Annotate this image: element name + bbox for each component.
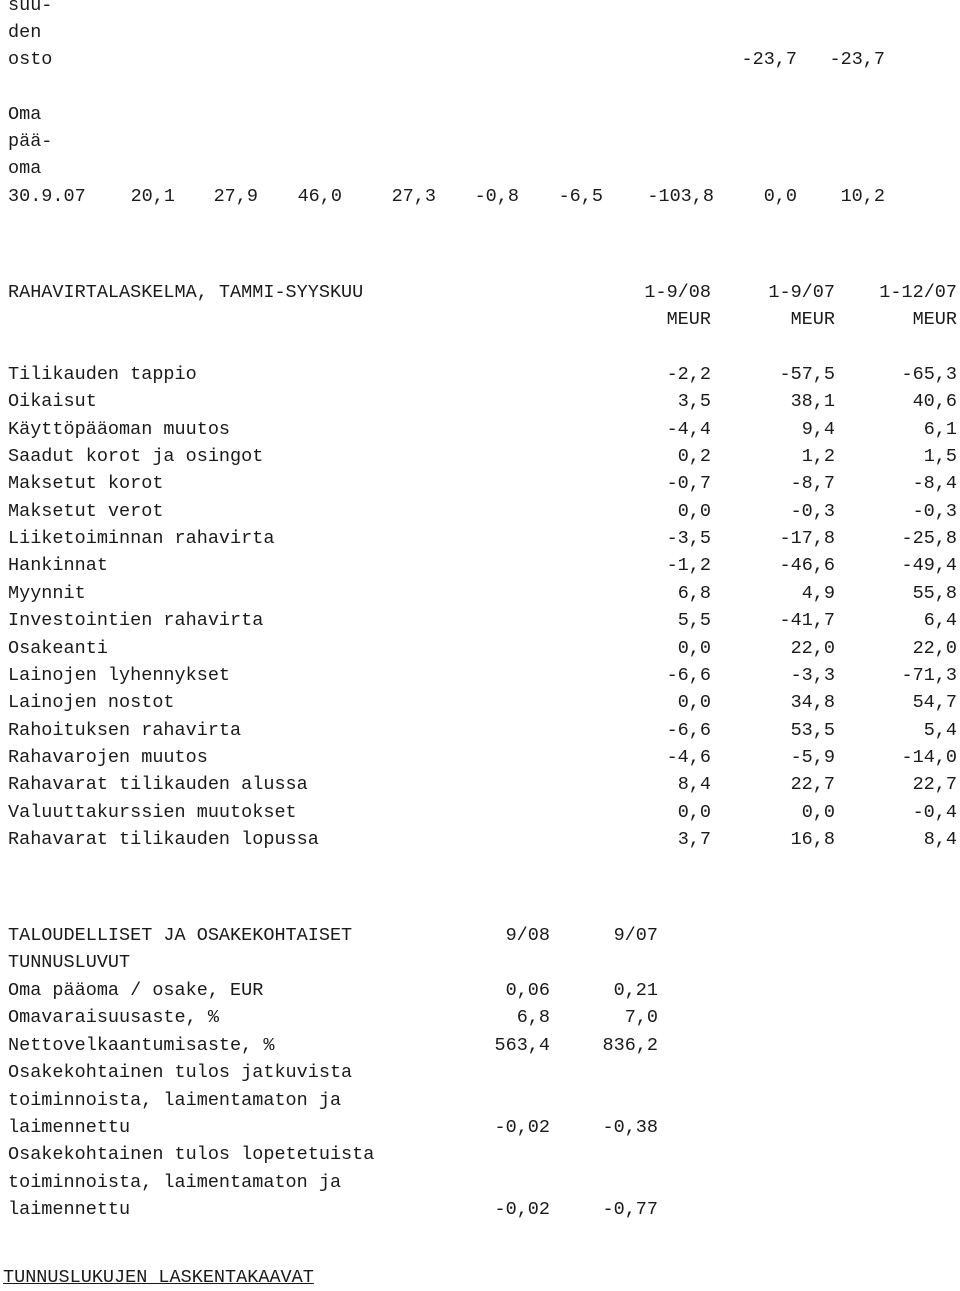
cashflow-row-label: Myynnit (8, 582, 86, 604)
footer-heading: TUNNUSLUKUJEN LASKENTAKAAVAT (3, 1267, 314, 1288)
cashflow-value: 0,0 (801, 801, 835, 823)
kpi-period-header: 9/08 (505, 925, 550, 946)
cashflow-value: -3,5 (666, 528, 711, 550)
kpi-row-label: laimennettu (8, 1199, 131, 1221)
cashflow-value: 3,5 (677, 391, 711, 413)
kpi-period-header: 9/07 (613, 925, 658, 946)
equity-value: 27,9 (213, 186, 258, 207)
kpi-row-label: Omavaraisuusaste, % (8, 1007, 219, 1029)
cashflow-value: -57,5 (779, 364, 835, 385)
kpi-row-label: toiminnoista, laimentamaton ja (8, 1171, 342, 1193)
cashflow-value: -25,8 (901, 528, 957, 550)
cashflow-value: -0,3 (790, 500, 835, 522)
equity-value: -6,5 (558, 186, 603, 207)
cashflow-value: -1,2 (666, 555, 711, 577)
equity-value: 20,1 (130, 186, 175, 207)
cashflow-value: -6,6 (666, 664, 711, 686)
cashflow-value: -3,3 (790, 664, 835, 686)
cashflow-row-label: Rahoituksen rahavirta (8, 719, 242, 741)
kpi-row-label: toiminnoista, laimentamaton ja (8, 1089, 342, 1111)
cashflow-value: 8,4 (677, 774, 711, 796)
kpi-value: 0,06 (505, 980, 550, 1001)
cashflow-row-label: Liiketoiminnan rahavirta (8, 528, 275, 550)
kpi-value: 6,8 (516, 1007, 550, 1029)
kpi-row-label: laimennettu (8, 1117, 131, 1138)
cashflow-row-label: Maksetut verot (8, 500, 164, 522)
cashflow-value: 4,9 (801, 582, 835, 604)
cashflow-value: -8,4 (912, 473, 957, 495)
cashflow-value: 0,0 (677, 500, 711, 522)
cashflow-row-label: Tilikauden tappio (8, 364, 197, 385)
cashflow-value: 54,7 (912, 692, 957, 714)
equity-value: 10,2 (840, 186, 885, 207)
kpi-value: -0,77 (602, 1199, 658, 1221)
cashflow-value: 34,8 (790, 692, 835, 714)
kpi-row-label: Osakekohtainen tulos jatkuvista (8, 1062, 353, 1084)
cashflow-value: -71,3 (901, 664, 957, 686)
kpi-title: TALOUDELLISET JA OSAKEKOHTAISET (8, 925, 353, 946)
cashflow-value: 22,0 (790, 637, 835, 659)
period-header: 1-9/08 (644, 282, 711, 303)
equity-value: -23,7 (829, 49, 885, 70)
unit-header: MEUR (666, 309, 711, 330)
cashflow-row-label: Rahavarojen muutos (8, 746, 208, 768)
cashflow-value: -65,3 (901, 364, 957, 385)
cashflow-value: 53,5 (790, 719, 835, 741)
equity-row-label: Oma (8, 104, 42, 125)
cashflow-value: -14,0 (901, 746, 957, 768)
cashflow-value: 1,5 (923, 446, 957, 468)
cashflow-row-label: Lainojen nostot (8, 692, 175, 714)
equity-row-label: 30.9.07 (8, 186, 86, 207)
period-header: 1-9/07 (768, 282, 835, 303)
equity-row-label: oma (8, 158, 42, 179)
equity-row-label: osto (8, 49, 53, 70)
cashflow-value: 0,0 (677, 801, 711, 823)
kpi-title: TUNNUSLUVUT (8, 952, 131, 973)
cashflow-value: 5,4 (923, 719, 957, 741)
cashflow-row-label: Rahavarat tilikauden lopussa (8, 828, 319, 850)
cashflow-value: 6,1 (923, 418, 957, 440)
cashflow-value: 5,5 (677, 610, 711, 632)
period-header: 1-12/07 (879, 282, 957, 303)
cashflow-row-label: Maksetut korot (8, 473, 164, 495)
cashflow-value: 6,4 (923, 610, 957, 632)
cashflow-value: 6,8 (677, 582, 711, 604)
cashflow-title: RAHAVIRTALASKELMA, TAMMI-SYYSKUU (8, 282, 364, 303)
kpi-row-label: Osakekohtainen tulos lopetetuista (8, 1144, 375, 1166)
equity-value: -23,7 (741, 49, 797, 70)
cashflow-value: 0,0 (677, 637, 711, 659)
cashflow-row-label: Hankinnat (8, 555, 108, 577)
kpi-value: 0,21 (613, 980, 658, 1001)
equity-row-label: den (8, 22, 42, 43)
cashflow-value: -4,6 (666, 746, 711, 768)
kpi-value: -0,02 (494, 1117, 550, 1138)
cashflow-value: 40,6 (912, 391, 957, 413)
cashflow-value: -17,8 (779, 528, 835, 550)
cashflow-row-label: Lainojen lyhennykset (8, 664, 231, 686)
cashflow-value: -6,6 (666, 719, 711, 741)
cashflow-value: -41,7 (779, 610, 835, 632)
cashflow-value: 0,2 (677, 446, 711, 468)
cashflow-value: 16,8 (790, 828, 835, 850)
equity-value: 46,0 (297, 186, 342, 207)
equity-value: 0,0 (763, 186, 797, 207)
kpi-value: 836,2 (602, 1034, 658, 1056)
equity-row-label: suu- (8, 0, 53, 16)
cashflow-value: -5,9 (790, 746, 835, 768)
cashflow-row-label: Valuuttakurssien muutokset (8, 801, 297, 823)
cashflow-value: 8,4 (923, 828, 957, 850)
kpi-row-label: Oma pääoma / osake, EUR (8, 980, 264, 1001)
cashflow-value: 0,0 (677, 692, 711, 714)
kpi-value: -0,38 (602, 1117, 658, 1138)
equity-row-label: pää- (8, 131, 53, 152)
cashflow-value: 22,0 (912, 637, 957, 659)
cashflow-value: 22,7 (790, 774, 835, 796)
cashflow-value: -2,2 (666, 364, 711, 385)
cashflow-value: -4,4 (666, 418, 711, 440)
cashflow-row-label: Rahavarat tilikauden alussa (8, 774, 308, 796)
cashflow-row-label: Oikaisut (8, 391, 97, 413)
cashflow-value: 3,7 (677, 828, 711, 850)
cashflow-row-label: Käyttöpääoman muutos (8, 418, 231, 440)
cashflow-value: 38,1 (790, 391, 835, 413)
equity-value: -103,8 (647, 186, 714, 207)
unit-header: MEUR (912, 309, 957, 330)
cashflow-value: -8,7 (790, 473, 835, 495)
cashflow-value: -0,4 (912, 801, 957, 823)
cashflow-value: -46,6 (779, 555, 835, 577)
equity-value: -0,8 (474, 186, 519, 207)
cashflow-row-label: Osakeanti (8, 637, 108, 659)
cashflow-value: 9,4 (801, 418, 835, 440)
kpi-row-label: Nettovelkaantumisaste, % (8, 1034, 275, 1056)
kpi-value: -0,02 (494, 1199, 550, 1221)
cashflow-value: 1,2 (801, 446, 835, 468)
equity-value: 27,3 (391, 186, 436, 207)
cashflow-value: -0,3 (912, 500, 957, 522)
kpi-value: 7,0 (624, 1007, 658, 1029)
cashflow-row-label: Investointien rahavirta (8, 610, 264, 632)
unit-header: MEUR (790, 309, 835, 330)
cashflow-row-label: Saadut korot ja osingot (8, 446, 264, 468)
cashflow-value: 55,8 (912, 582, 957, 604)
kpi-value: 563,4 (494, 1034, 550, 1056)
cashflow-value: 22,7 (912, 774, 957, 796)
cashflow-value: -0,7 (666, 473, 711, 495)
cashflow-value: -49,4 (901, 555, 957, 577)
